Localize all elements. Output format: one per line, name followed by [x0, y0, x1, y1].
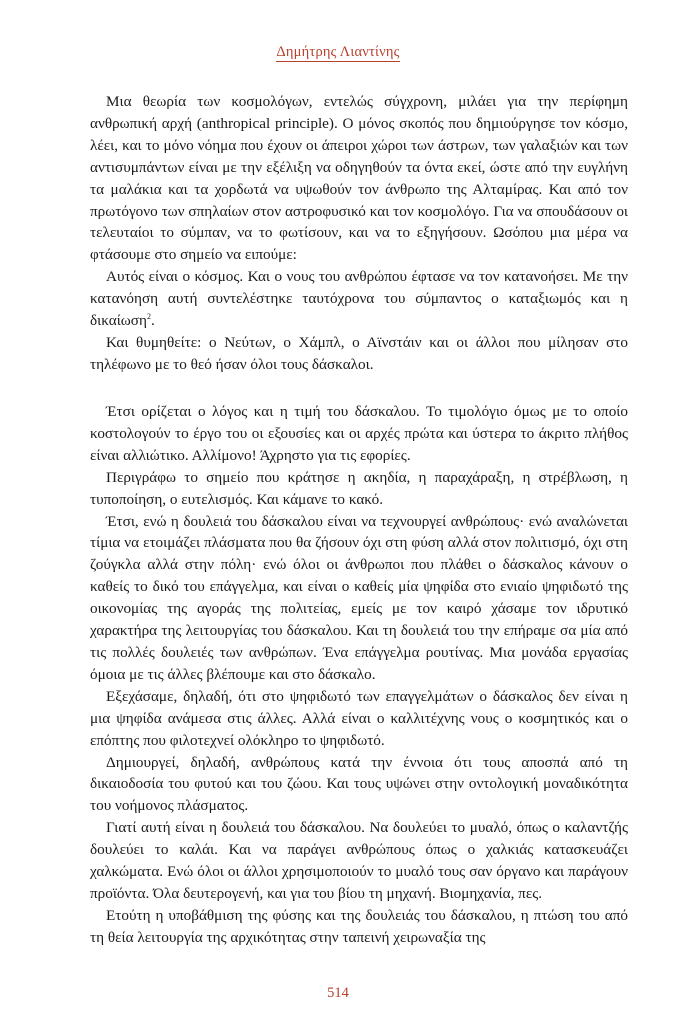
paragraph: Γιατί αυτή είναι η δουλειά του δάσκαλου. Να δουλεύει το μυαλό, όπως ο καλαντζής δουλεύει το καλάι. Και να παράγει ανθρώπους όπως ο χαλκιάς κατασκευάζει χαλκώματα. Ενώ όλοι οι άλλοι χρησιμοποιούν το μυαλό τους σαν όργανο και παράγουν προϊόντα. Όλα δευτερογενή, και για του βίου τη μηχανή. Βιομηχανία, πες. — [90, 819, 628, 902]
text-block-1 — [90, 91, 628, 376]
footnote-marker: 2 — [146, 312, 151, 321]
running-header — [0, 44, 676, 61]
paragraph: Ετούτη η υποβάθμιση της φύσης και της δουλειάς του δάσκαλου, η πτώση του από τη θεία λειτουργία της αρχικότητας στην ταπεινή χειρωναξία της — [90, 906, 628, 946]
text-block-2 — [90, 401, 628, 949]
paragraph: Και θυμηθείτε: ο Νεύτων, ο Χάμπλ, ο Αϊνστάιν και οι άλλοι που μίλησαν στο τηλέφωνο με το θεό ήσαν όλοι τους δάσκαλοι. — [90, 333, 628, 373]
paragraph: Μια θεωρία των κοσμολόγων, εντελώς σύγχρονη, μιλάει για την περίφημη ανθρωπική αρχή (anthropical principle). Ο μόνος σκοπός που δημιούργησε τον κόσμο, λέει, και το μόνο νόημα που έχουν οι άπειροι χώροι των άστρων, των γαλαξιών και των αντισυμπάντων είναι με την εξέλιξη να οδηγηθούν τα όντα εκεί, ώστε από την ευγλήνη τα μαλάκια και τα χορδωτά να υψωθούν τον άνθρωπο της Αλταμίρας. Και από τον πρωτόγονο των σπηλαίων στον αστροφυσικό και τον κοσμολόγο. Για να σπουδάσουν οι τελευταίοι το σύμπαν, να το φωτίσουν, και να το εξηγήσουν. Ωσόπου μια μέρα να φτάσουμε στο σημείο να ειπούμε: — [90, 93, 628, 264]
paragraph-text: Αυτός είναι ο κόσμος. Και ο νους του ανθρώπου έφτασε να τον κατανοήσει. Με την κατανόηση αυτή συντελέστηκε ταυτόχρονα του σύμπαντος ο καταξιωμός και η δικαίωση — [90, 268, 628, 330]
paragraph: Δημιουργεί, δηλαδή, ανθρώπους κατά την έννοια ότι τους αποσπά από τη δικαιοδοσία του φυτού και του ζώου. Και τους υψώνει στην οντολογική μοναδικότητα του νοήμονος πλάσματος. — [90, 753, 628, 815]
page-number: 514 — [327, 985, 349, 1001]
paragraph: Έτσι ορίζεται ο λόγος και η τιμή του δάσκαλου. Το τιμολόγιο όμως με το οποίο κοστολογούν το έργο του οι εξουσίες και οι αρχές πρώτα και ύστερα το άκριτο πλήθος είναι αλλιώτικο. Αλλίμονο! Άχρηστο για τις εφορίες. — [90, 403, 628, 464]
paragraph: Εξεχάσαμε, δηλαδή, ότι στο ψηφιδωτό των επαγγελμάτων ο δάσκαλος δεν είναι η μια ψηφίδα ανάμεσα στις άλλες. Αλλά είναι ο καλλιτέχνης νους ο κοσμητικός και ο επόπτης που φιλοτεχνεί ολόκληρο το ψηφιδωτό. — [90, 687, 628, 749]
paragraph-with-footnote: Αυτός είναι ο κόσμος. Και ο νους του ανθρώπου έφτασε να τον κατανοήσει. Με την κατανόηση αυτή συντελέστηκε ταυτόχρονα του σύμπαντος ο καταξιωμός και η δικαίωση$^2$. — [90, 268, 628, 330]
author-name: Δημήτρης Λιαντίνης — [276, 44, 400, 60]
paragraph: Έτσι, ενώ η δουλειά του δάσκαλου είναι να τεχνουργεί ανθρώπους· ενώ αναλώνεται τίμια να ετοιμάζει πλάσματα που θα ζήσουν όχι στη φύση αλλά στον πολιτισμό, όχι στη ζούγκλα αλλά στην πόλη· ενώ όλοι οι άνθρωποι που πλάθει ο δάσκαλος κάνουν ο καθείς το δικό του επάγγελμα, και είναι ο καθείς μία ψηφίδα στο ενιαίο ψηφιδωτό της οικονομίας της αγοράς της πολιτείας, εμείς με τον καιρό χάσαμε τον ιδρυτικό χαρακτήρα της λειτουργίας του δάσκαλου. Και τη δουλειά του την επήραμε σα μία από τις πολλές δουλειές των ανθρώπων. Ένα επάγγελμα ρουτίνας. Μια μονάδα εργασίας όμοια με τις άλλες βλέπουμε και στο δάσκαλο. — [90, 512, 628, 683]
paragraph: Περιγράφω το σημείο που κράτησε η ακηδία, η παραχάραξη, η στρέβλωση, η τυποποίηση, ο ευτελισμός. Και κάμανε το κακό. — [90, 468, 628, 508]
